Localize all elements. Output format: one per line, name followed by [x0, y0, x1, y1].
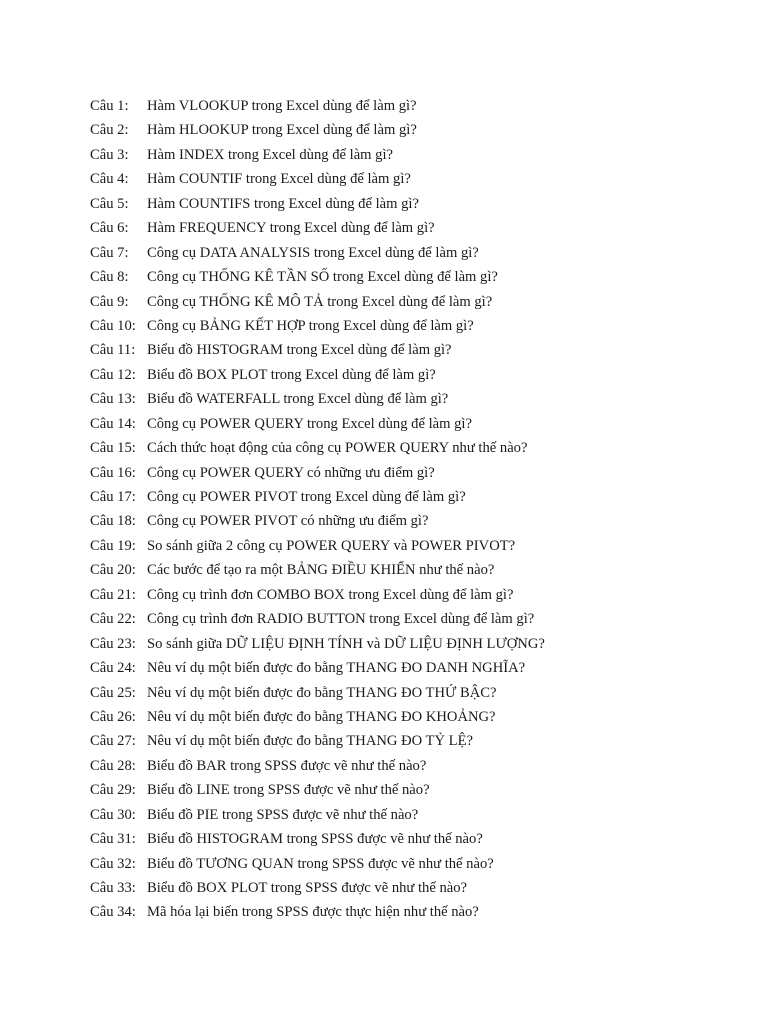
question-number: Câu 9:	[90, 293, 129, 310]
question-item	[90, 412, 730, 436]
question-number: Câu 17:	[90, 489, 136, 505]
question-item	[90, 876, 730, 900]
question-number: Câu 11:	[90, 342, 136, 359]
question-text: Biểu đồ BOX PLOT trong SPSS được vẽ như thế nào?	[147, 880, 468, 896]
question-number: Câu 16:	[90, 464, 136, 481]
question-item	[90, 314, 730, 338]
question-number: Câu 33:	[90, 880, 136, 896]
question-text: Nêu ví dụ một biến được đo bằng THANG ĐO KHOẢNG?	[147, 708, 496, 725]
question-text: Hàm FREQUENCY trong Excel dùng để làm gì?	[147, 220, 435, 237]
question-item	[90, 338, 730, 362]
question-item	[90, 583, 730, 607]
question-number: Câu 6:	[90, 220, 129, 237]
question-number: Câu 28:	[90, 757, 136, 774]
question-item	[90, 241, 730, 265]
question-number: Câu 4:	[90, 171, 129, 188]
question-item	[90, 363, 730, 387]
question-text: Biểu đồ LINE trong SPSS được vẽ như thế nào?	[147, 782, 430, 799]
question-number: Câu 2:	[90, 122, 129, 139]
question-item	[90, 118, 730, 142]
question-number: Câu 22:	[90, 611, 136, 628]
question-item	[90, 461, 730, 485]
question-number: Câu 24:	[90, 660, 136, 677]
question-text: Công cụ POWER QUERY trong Excel dùng để làm gì?	[147, 415, 472, 432]
question-item	[90, 827, 730, 851]
question-text: Công cụ trình đơn RADIO BUTTON trong Excel dùng để làm gì?	[147, 611, 535, 628]
question-number: Câu 19:	[90, 537, 136, 554]
question-item	[90, 167, 730, 191]
question-number: Câu 1:	[90, 98, 129, 114]
question-text: Nêu ví dụ một biến được đo bằng THANG ĐO TỶ LỆ?	[147, 733, 473, 750]
question-number: Câu 23:	[90, 635, 136, 652]
question-item	[90, 265, 730, 289]
question-item	[90, 143, 730, 167]
question-item	[90, 852, 730, 876]
question-text: Hàm HLOOKUP trong Excel dùng để làm gì?	[147, 122, 417, 139]
question-text: Hàm COUNTIFS trong Excel dùng để làm gì?	[147, 195, 419, 212]
question-text: Hàm INDEX trong Excel dùng để làm gì?	[147, 146, 393, 163]
question-item	[90, 509, 730, 533]
question-text: Công cụ trình đơn COMBO BOX trong Excel dùng để làm gì?	[147, 586, 514, 603]
question-text: Mã hóa lại biến trong SPSS được thực hiện như thế nào?	[147, 904, 479, 921]
question-number: Câu 12:	[90, 366, 136, 383]
question-item	[90, 485, 730, 509]
question-number: Câu 10:	[90, 317, 136, 334]
question-number: Câu 3:	[90, 146, 129, 163]
question-text: Nêu ví dụ một biến được đo bằng THANG ĐO DANH NGHĨA?	[147, 660, 526, 677]
question-item	[90, 216, 730, 240]
question-text: Biểu đồ PIE trong SPSS được vẽ như thế nào?	[147, 806, 419, 823]
question-item	[90, 436, 730, 460]
question-item	[90, 900, 730, 924]
question-number: Câu 8:	[90, 269, 129, 286]
question-text: Công cụ DATA ANALYSIS trong Excel dùng để làm gì?	[147, 244, 479, 261]
question-item	[90, 803, 730, 827]
question-number: Câu 21:	[90, 586, 136, 603]
question-item	[90, 534, 730, 558]
question-text: Biểu đồ TƯƠNG QUAN trong SPSS được vẽ như thế nào?	[147, 855, 494, 872]
question-number: Câu 15:	[90, 440, 136, 457]
question-number: Câu 20:	[90, 562, 136, 579]
question-item	[90, 729, 730, 753]
question-text: Biểu đồ BOX PLOT trong Excel dùng để làm gì?	[147, 366, 436, 383]
question-number: Câu 18:	[90, 513, 136, 530]
question-text: Công cụ POWER PIVOT trong Excel dùng để làm gì?	[147, 489, 466, 505]
question-number: Câu 14:	[90, 415, 136, 432]
question-item	[90, 94, 730, 118]
question-text: So sánh giữa DỮ LIỆU ĐỊNH TÍNH và DỮ LIỆU ĐỊNH LƯỢNG?	[147, 635, 545, 652]
question-text: Biểu đồ HISTOGRAM trong Excel dùng để làm gì?	[147, 342, 452, 359]
question-item	[90, 681, 730, 705]
question-text: Nêu ví dụ một biến được đo bằng THANG ĐO THỨ BẬC?	[147, 684, 497, 701]
question-number: Câu 31:	[90, 831, 136, 848]
question-number: Câu 25:	[90, 684, 136, 701]
question-item	[90, 387, 730, 411]
question-text: Biểu đồ BAR trong SPSS được vẽ như thế nào?	[147, 757, 427, 774]
question-text: Công cụ POWER QUERY có những ưu điểm gì?	[147, 464, 435, 481]
question-number: Câu 13:	[90, 391, 136, 408]
question-text: Công cụ POWER PIVOT có những ưu điểm gì?	[147, 513, 429, 530]
question-number: Câu 7:	[90, 244, 129, 261]
question-item	[90, 607, 730, 631]
question-text: Hàm VLOOKUP trong Excel dùng để làm gì?	[147, 98, 417, 114]
question-text: Biểu đồ WATERFALL trong Excel dùng để làm gì?	[147, 391, 449, 408]
question-list	[90, 94, 730, 925]
question-number: Câu 30:	[90, 806, 136, 823]
question-item	[90, 192, 730, 216]
question-text: Cách thức hoạt động của công cụ POWER QUERY như thế nào?	[147, 440, 528, 457]
question-text: Công cụ BẢNG KẾT HỢP trong Excel dùng để làm gì?	[147, 317, 474, 334]
question-text: So sánh giữa 2 công cụ POWER QUERY và POWER PIVOT?	[147, 537, 516, 554]
question-text: Hàm COUNTIF trong Excel dùng để làm gì?	[147, 171, 411, 188]
question-item	[90, 290, 730, 314]
question-number: Câu 5:	[90, 195, 129, 212]
question-text: Công cụ THỐNG KÊ MÔ TẢ trong Excel dùng để làm gì?	[147, 293, 493, 310]
question-item	[90, 656, 730, 680]
question-number: Câu 26:	[90, 708, 136, 725]
question-number: Câu 32:	[90, 855, 136, 872]
question-item	[90, 754, 730, 778]
question-item	[90, 558, 730, 582]
question-number: Câu 27:	[90, 733, 136, 750]
question-item	[90, 632, 730, 656]
question-item	[90, 705, 730, 729]
question-text: Công cụ THỐNG KÊ TẦN SỐ trong Excel dùng để làm gì?	[147, 269, 498, 286]
question-item	[90, 778, 730, 802]
question-text: Các bước để tạo ra một BẢNG ĐIỀU KHIỂN như thế nào?	[147, 562, 495, 579]
question-text: Biểu đồ HISTOGRAM trong SPSS được vẽ như thế nào?	[147, 831, 483, 848]
question-number: Câu 29:	[90, 782, 136, 799]
question-number: Câu 34:	[90, 904, 136, 921]
